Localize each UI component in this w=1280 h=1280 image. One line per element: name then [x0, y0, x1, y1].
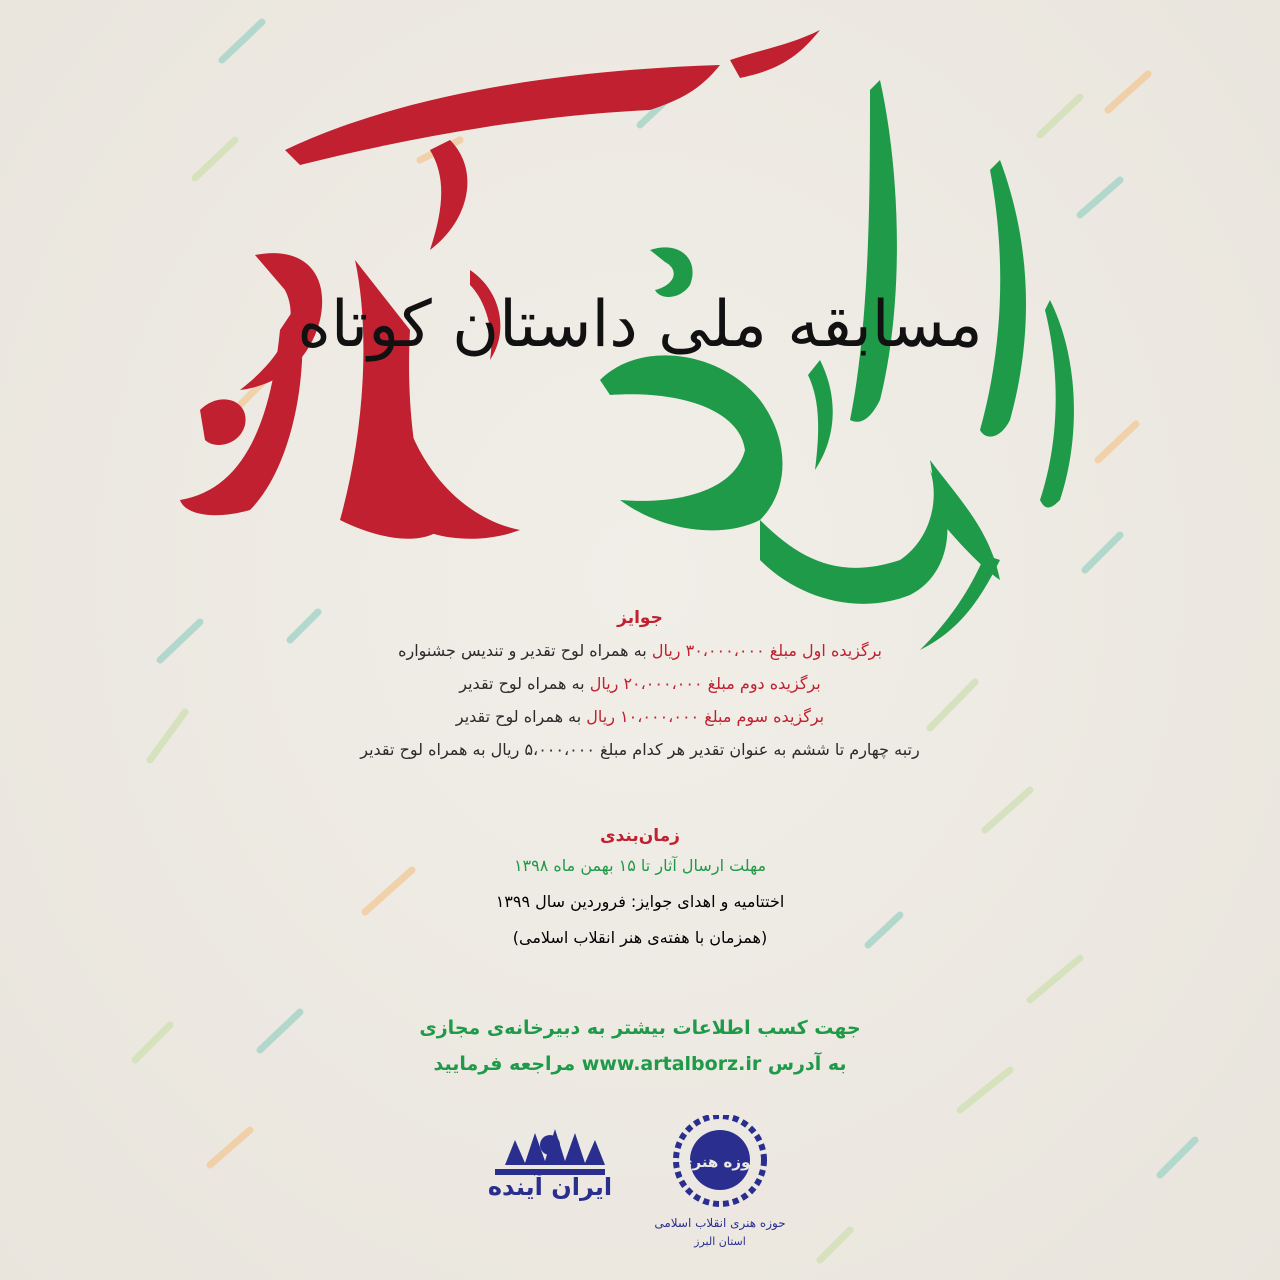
- hozeh-honari-logo: [654, 1116, 785, 1248]
- competition-headline: مسابقه ملی داستان کوتاه: [297, 288, 983, 362]
- prize-1-detail: به همراه لوح تقدیر و تندیس جشنواره: [398, 641, 652, 660]
- right-logo-caption-2: استان البرز: [694, 1235, 746, 1248]
- schedule-note: (همزمان با هفته‌ی هنر انقلاب اسلامی): [512, 928, 768, 947]
- iran-ayandeh-logo: [488, 1129, 612, 1201]
- prize-3-detail: به همراه لوح تقدیر: [455, 707, 587, 726]
- contact-section: [300, 1010, 980, 1082]
- prize-2-amount: برگزیده دوم مبلغ ۲۰،۰۰۰،۰۰۰ ریال: [589, 674, 821, 693]
- left-logo-label: ایران آینده: [487, 1173, 613, 1201]
- contact-line-2[interactable]: به آدرس www.artalborz.ir مراجعه فرمایید: [433, 1053, 847, 1075]
- contact-line-1: جهت کسب اطلاعات بیشتر به دبیرخانه‌ی مجازی: [419, 1017, 861, 1039]
- schedule-deadline: مهلت ارسال آثار تا ۱۵ بهمن ماه ۱۳۹۸: [513, 856, 767, 875]
- schedule-closing: اختتامیه و اهدای جوایز: فروردین سال ۱۳۹۹: [495, 892, 785, 911]
- prizes-title: جوایز: [617, 608, 663, 628]
- red-calligraphy: [180, 30, 820, 539]
- schedule-title: زمان‌بندی: [600, 826, 680, 846]
- prize-line-2: [300, 667, 980, 700]
- prize-line-extra: رتبه چهارم تا ششم به عنوان تقدیر هر کدام مبلغ ۵،۰۰۰،۰۰۰ ریال به همراه لوح تقدیر: [360, 740, 920, 759]
- prize-line-3: [300, 700, 980, 733]
- prize-3-amount: برگزیده سوم مبلغ ۱۰،۰۰۰،۰۰۰ ریال: [586, 707, 825, 726]
- prizes-section: [300, 608, 980, 766]
- sponsor-logos: [480, 1115, 820, 1255]
- prize-2-detail: به همراه لوح تقدیر: [459, 674, 590, 693]
- schedule-section: [300, 826, 980, 956]
- green-calligraphy: [600, 80, 1074, 650]
- prize-1-amount: برگزیده اول مبلغ ۳۰،۰۰۰،۰۰۰ ریال: [651, 641, 882, 660]
- prize-line-1: [300, 634, 980, 667]
- right-logo-caption-1: حوزه هنری انقلاب اسلامی: [654, 1216, 786, 1230]
- right-logo-label: حوزه هنری: [678, 1153, 762, 1171]
